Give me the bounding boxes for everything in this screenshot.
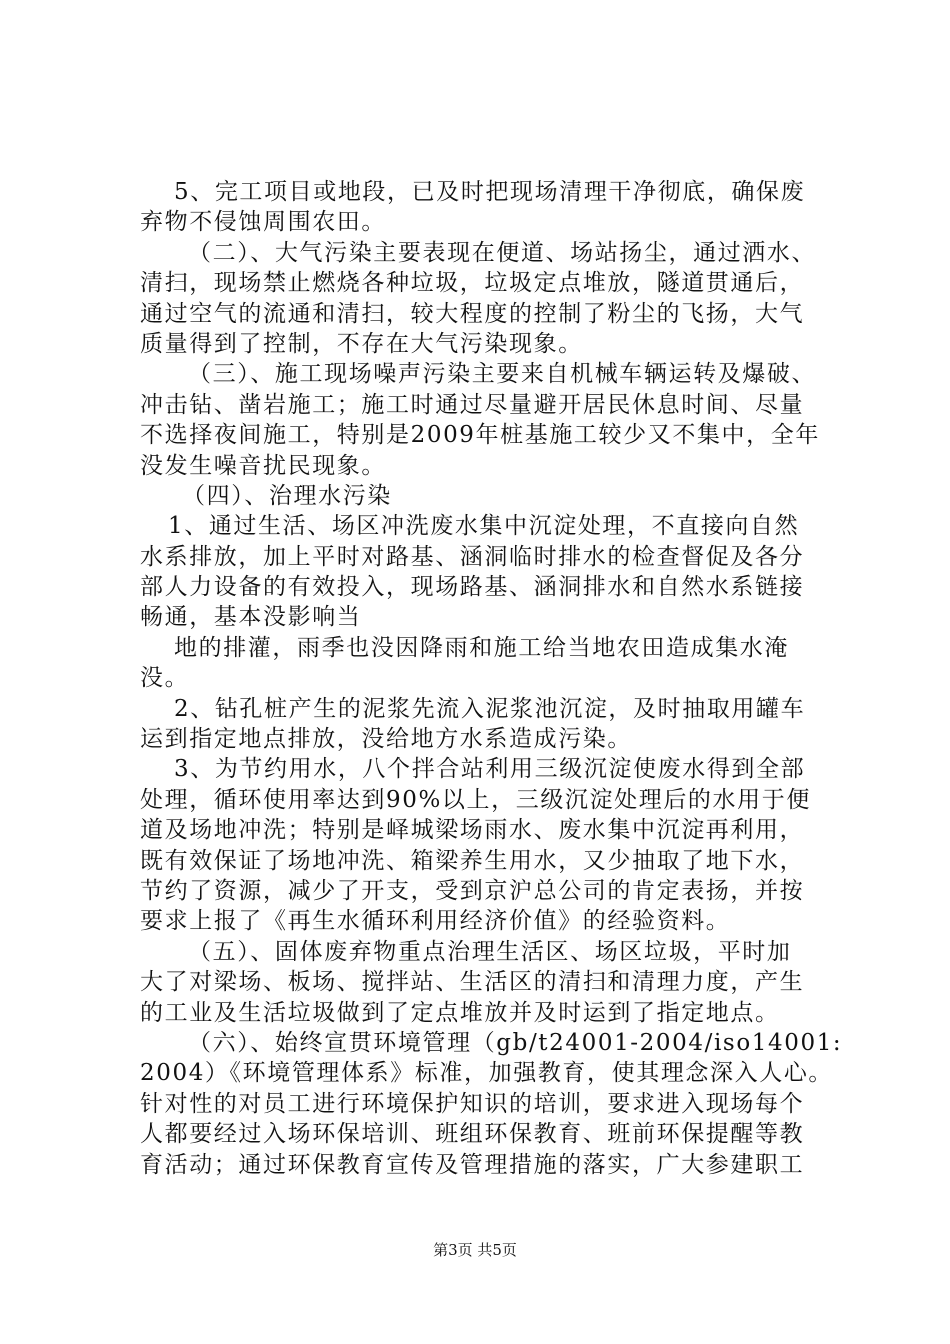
text-line: 没发生噪音扰民现象。	[140, 452, 386, 479]
text-line: 1、通过生活、场区冲洗废水集中沉淀处理，不直接向自然	[168, 513, 800, 540]
text-line: （六）、始终宣贯环境管理（gb/t24001-2004/iso14001:	[188, 1029, 843, 1056]
text-line: 不选择夜间施工，特别是2009年桩基施工较少又不集中，全年	[140, 422, 820, 449]
text-line: 要求上报了《再生水循环利用经济价值》的经验资料。	[140, 908, 731, 935]
text-line: （三）、施工现场噪声污染主要来自机械车辆运转及爆破、	[188, 361, 817, 388]
text-line: （二）、大气污染主要表现在便道、场站扬尘，通过洒水、	[188, 239, 817, 266]
text-line: 畅通，基本没影响当	[140, 604, 362, 631]
text-line: 针对性的对员工进行环境保护知识的培训，要求进入现场每个	[140, 1090, 805, 1117]
text-line: 大了对梁场、板场、搅拌站、生活区的清扫和清理力度，产生	[140, 969, 805, 996]
text-line: 育活动；通过环保教育宣传及管理措施的落实，广大参建职工	[140, 1151, 805, 1178]
text-line: 处理，循环使用率达到90%以上，三级沉淀处理后的水用于便	[140, 786, 811, 813]
text-line: 没。	[140, 665, 190, 692]
text-line: 既有效保证了场地冲洗、箱梁养生用水，又少抽取了地下水，	[140, 847, 805, 874]
text-line: 的工业及生活垃圾做到了定点堆放并及时运到了指定地点。	[140, 999, 780, 1026]
text-line: （四）、治理水污染	[182, 482, 392, 509]
text-line: 水系排放，加上平时对路基、涵洞临时排水的检查督促及各分	[140, 543, 805, 570]
text-line: 5、完工项目或地段，已及时把现场清理干净彻底，确保废	[174, 179, 806, 205]
text-line: 2、钻孔桩产生的泥浆先流入泥浆池沉淀，及时抽取用罐车	[174, 695, 806, 722]
page-footer: 第3页 共5页	[433, 1241, 517, 1259]
text-line: 弃物不侵蚀周围农田。	[140, 209, 386, 236]
text-line: 人都要经过入场环保培训、班组环保教育、班前环保提醒等教	[140, 1121, 805, 1148]
body-text	[140, 177, 843, 1180]
text-line: 冲击钻、凿岩施工；施工时通过尽量避开居民休息时间、尽量	[140, 391, 805, 418]
text-line: 部人力设备的有效投入，现场路基、涵洞排水和自然水系链接	[140, 574, 805, 601]
text-line: 清扫，现场禁止燃烧各种垃圾，垃圾定点堆放，隧道贯通后，	[140, 270, 805, 297]
text-line: 通过空气的流通和清扫，较大程度的控制了粉尘的飞扬，大气	[140, 300, 805, 327]
text-line: 质量得到了控制，不存在大气污染现象。	[140, 330, 583, 357]
text-line: （五）、固体废弃物重点治理生活区、场区垃圾，平时加	[188, 938, 792, 965]
text-line: 运到指定地点排放，没给地方水系造成污染。	[140, 726, 632, 753]
text-line: 3、为节约用水，八个拌合站利用三级沉淀使废水得到全部	[174, 756, 806, 783]
text-line: 地的排灌，雨季也没因降雨和施工给当地农田造成集水淹	[174, 634, 789, 661]
text-line: 2004）《环境管理体系》标准，加强教育，使其理念深入人心。	[140, 1060, 834, 1087]
text-line: 道及场地冲洗；特别是峄城梁场雨水、废水集中沉淀再利用，	[140, 817, 805, 844]
text-line: 节约了资源，减少了开支，受到京沪总公司的肯定表扬，并按	[140, 877, 805, 904]
